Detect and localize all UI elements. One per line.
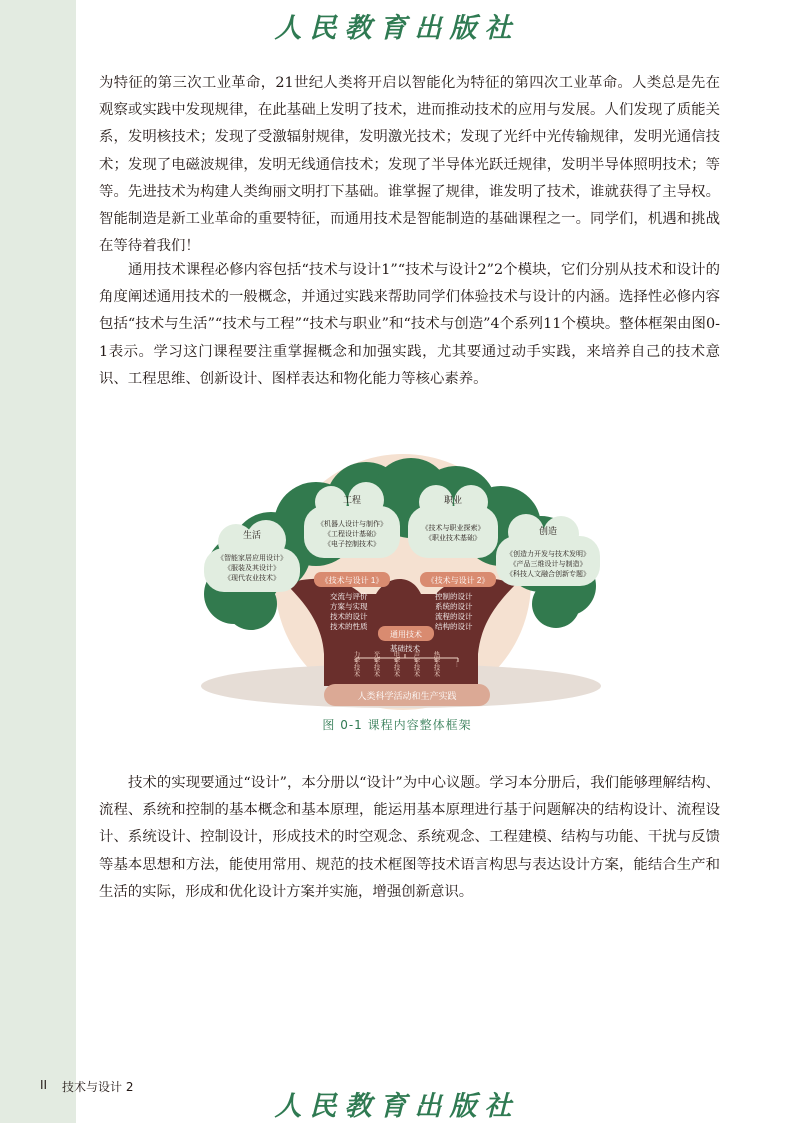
cloud-career-title: 职业 (443, 495, 463, 505)
paragraph-3: 技术的实现要通过“设计”，本分册以“设计”为中心议题。学习本分册后，我们能够理解结构、流程、系统和控制的基本概念和基本原理，能运用基本原理进行基于问题解决的结构设计、流程设计、系统设计、控制设计，形成技术的时空观念、系统观念、工程建模、结构与功能、干扰与反馈等基本思想和方法，能使用常用、规范的技术框图等技术语言构思与表达设计方案，能结合生产和生活的实际，形成和优化设计方案并实施，增强创新意识。 (99, 775, 720, 900)
module-1-item: 交流与评价 (330, 592, 368, 601)
module-1-item: 技术的性质 (330, 622, 368, 631)
cloud-career-item: 《职业技术基础》 (425, 535, 481, 542)
footer-page-number: II (40, 1078, 48, 1092)
module-1-item: 技术的设计 (330, 612, 368, 621)
root-item: 声学技术 (412, 651, 420, 677)
cloud-engineering-item: 《机器人设计与制作》 (317, 521, 387, 528)
cloud-life-item: 《现代农业技术》 (224, 575, 280, 582)
basic-tech-label: 基础技术 (390, 644, 420, 653)
publisher-logo-top: 人民教育出版社 (274, 13, 520, 44)
footer-book-title: 技术与设计 2 (62, 1080, 134, 1094)
cloud-creation-item: 《产品三维设计与制造》 (509, 561, 587, 568)
course-framework-figure (196, 454, 606, 712)
cloud-life-item: 《智能家居应用设计》 (217, 555, 287, 562)
module-2-item: 结构的设计 (435, 622, 473, 631)
cloud-career-item: 《技术与职业探索》 (421, 525, 485, 532)
module-1-item: 方案与实现 (330, 602, 368, 611)
cloud-creation-item: 《科技人文融合创新专题》 (506, 571, 590, 578)
cloud-creation-item: 《创造力开发与技术发明》 (506, 551, 590, 558)
figure-caption: 图 0-1 课程内容整体框架 (322, 718, 472, 732)
cloud-engineering-title: 工程 (342, 495, 362, 505)
cloud-life-item: 《服装及其设计》 (224, 565, 280, 572)
module-2-label: 《技术与设计 2》 (426, 576, 490, 585)
root-item: 热学技术 (432, 651, 440, 677)
root-item-more: … (454, 660, 462, 668)
cloud-creation-title: 创造 (538, 526, 558, 536)
cloud-engineering-item: 《电子控制技术》 (324, 541, 380, 548)
root-item: 光学技术 (372, 651, 380, 677)
cloud-life-title: 生活 (242, 530, 262, 540)
general-tech-label: 通用技术 (390, 630, 422, 639)
left-side-band (0, 0, 76, 1123)
ground-label: 人类科学活动和生产实践 (357, 691, 457, 701)
module-2-item: 流程的设计 (435, 612, 473, 621)
root-item: 力学技术 (352, 651, 360, 677)
module-2-item: 系统的设计 (435, 602, 473, 611)
publisher-logo-bottom: 人民教育出版社 (274, 1091, 520, 1122)
module-2-item: 控制的设计 (435, 592, 473, 601)
paragraph-2: 通用技术课程必修内容包括“技术与设计1”“技术与设计2”2个模块，它们分别从技术和设计的角度阐述通用技术的一般概念，并通过实践来帮助同学们体验技术与设计的内涵。选择性必修内容包括“技术与生活”“技术与工程”“技术与职业”和“技术与创造”4个系列11个模块。整体框架由图0-1表示。学习这门课程要注重掌握概念和加强实践，尤其要通过动手实践，来培养自己的技术意识、工程思维、创新设计、图样表达和物化能力等核心素养。 (99, 262, 720, 387)
root-item: 电学技术 (392, 651, 400, 677)
paragraph-1: 为特征的第三次工业革命，21世纪人类将开启以智能化为特征的第四次工业革命。人类总是先在观察或实践中发现规律，在此基础上发明了技术，进而推动技术的应用与发展。人们发现了质能关系，发明核技术；发现了受激辐射规律，发明激光技术；发现了光纤中光传输规律，发明光通信技术；发现了电磁波规律，发明无线通信技术；发现了半导体光跃迁规律，发明半导体照明技术；等等。先进技术为构建人类绚丽文明打下基础。谁掌握了规律，谁发明了技术，谁就获得了主导权。智能制造是新工业革命的重要特征，而通用技术是智能制造的基础课程之一。同学们，机遇和挑战在等待着我们！ (99, 75, 720, 255)
module-1-label: 《技术与设计 1》 (320, 576, 384, 585)
cloud-engineering-item: 《工程设计基础》 (324, 531, 380, 538)
